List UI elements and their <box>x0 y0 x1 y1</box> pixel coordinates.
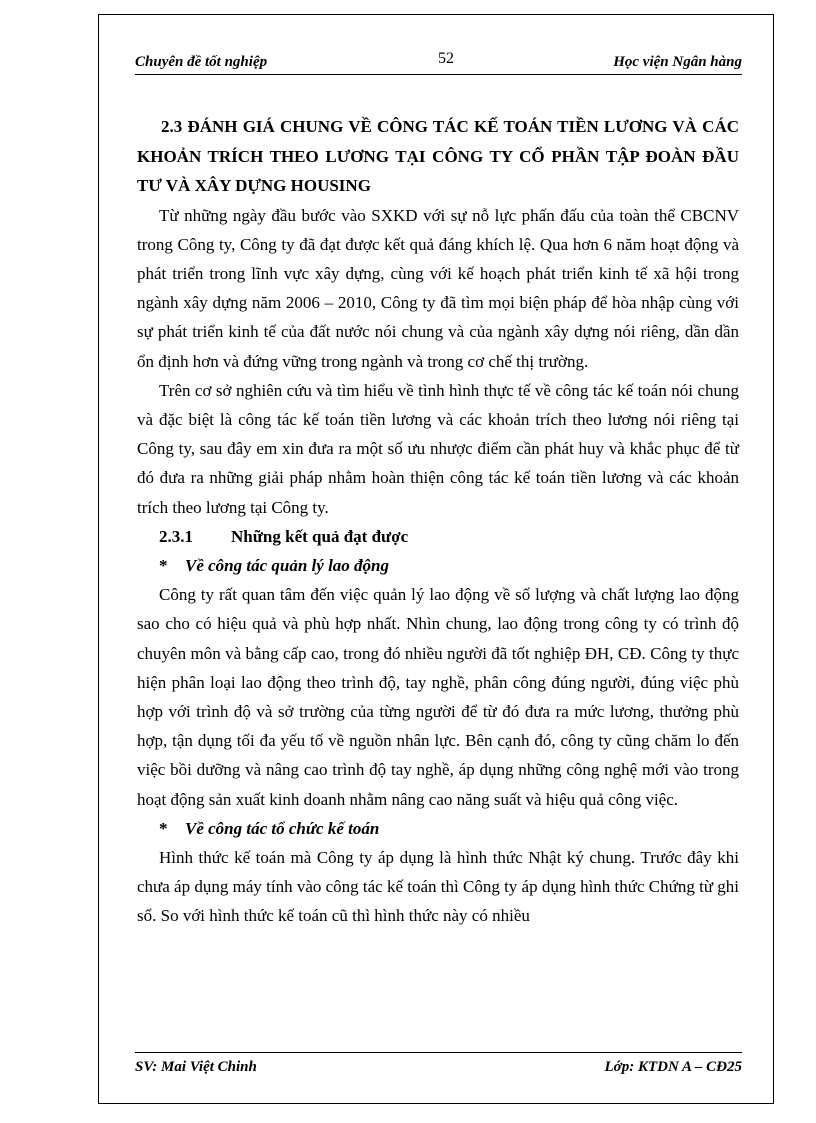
subsection-heading <box>159 522 739 551</box>
footer-student: SV: Mai Việt Chinh <box>135 1059 257 1075</box>
subsection-number: 2.3.1 <box>159 526 193 546</box>
paragraph-accounting: Hình thức kế toán mà Công ty áp dụng là hình thức Nhật ký chung. Trước đây khi chưa áp dụng máy tính vào công tác kế toán thì Công ty áp dụng hình thức Chứng từ ghi sổ. So với hình thức kế toán cũ thì hình thức này có nhiều <box>137 847 740 926</box>
bullet-star: * <box>159 818 168 838</box>
accounting-heading <box>159 814 739 843</box>
page-number: 52 <box>438 50 454 67</box>
section-title: 2.3 ĐÁNH GIÁ CHUNG VỀ CÔNG TÁC KẾ TOÁN TIỀN LƯƠNG VÀ CÁC KHOẢN TRÍCH THEO LƯƠNG TẠI CÔNG TY CỔ PHẦN TẬP ĐOÀN ĐẦU TƯ VÀ XÂY DỰNG HOUSING <box>137 117 739 195</box>
footer-class: Lớp: KTDN A – CĐ25 <box>604 1059 742 1075</box>
page-header <box>135 50 742 75</box>
paragraph-labor: Công ty rất quan tâm đến việc quản lý lao động về số lượng và chất lượng lao động sao cho có hiệu quả và phù hợp nhất. Nhìn chung, lao động trong công ty có trình độ chuyên môn và bằng cấp cao, trong đó nhiều người đã tốt nghiệp ĐH, CĐ. Công ty thực hiện phân loại lao động theo trình độ, tay nghề, phân công đúng người, đúng việc phù hợp với trình độ và sở trường của từng người để từ đó đưa ra mức lương, thưởng phù hợp, tận dụng tối đa yếu tố về nguồn nhân lực. Bên cạnh đó, công ty cũng chăm lo đến việc bồi dưỡng và nâng cao trình độ tay nghề, áp dụng những công nghệ mới vào trong hoạt động sản xuất kinh doanh nhằm nâng cao năng suất và hiệu quả công việc. <box>137 585 739 809</box>
paragraph-intro: Từ những ngày đầu bước vào SXKD với sự nỗ lực phấn đấu của toàn thể CBCNV trong Công ty, Công ty đã đạt được kết quả đáng khích lệ. Qua hơn 6 năm hoạt động và phát triển trong lĩnh vực xây dựng, cùng với kế hoạch phát triển kinh tế xã hội trong ngành xây dựng năm 2006 – 2010, Công ty đã tìm mọi biện pháp để hòa nhập cùng với sự phát triển kinh tế của đất nước nói chung và của ngành xây dựng nói riêng, dần dần ổn định hơn và đứng vững trong ngành và trong cơ chế thị trường. <box>137 205 739 371</box>
page-footer <box>135 1052 742 1079</box>
bullet-star: * <box>159 555 168 575</box>
accounting-heading-text: Về công tác tổ chức kế toán <box>185 818 380 838</box>
header-institution: Học viện Ngân hàng <box>613 54 742 70</box>
labor-heading-text: Về công tác quản lý lao động <box>185 555 390 575</box>
labor-heading <box>159 551 739 580</box>
page-content <box>137 112 739 931</box>
header-document-type: Chuyên đề tốt nghiệp <box>135 54 268 70</box>
subsection-title: Những kết quả đạt được <box>231 526 409 546</box>
paragraph-research: Trên cơ sở nghiên cứu và tìm hiểu về tình hình thực tế về công tác kế toán nói chung và đặc biệt là công tác kế toán tiền lương và các khoản trích theo lương nói riêng tại Công ty, sau đây em xin đưa ra một số ưu nhược điểm cần phát huy và khắc phục để từ đó đưa ra những giải pháp nhằm hoàn thiện công tác kế toán tiền lương và các khoản trích theo lương tại Công ty. <box>137 380 739 517</box>
